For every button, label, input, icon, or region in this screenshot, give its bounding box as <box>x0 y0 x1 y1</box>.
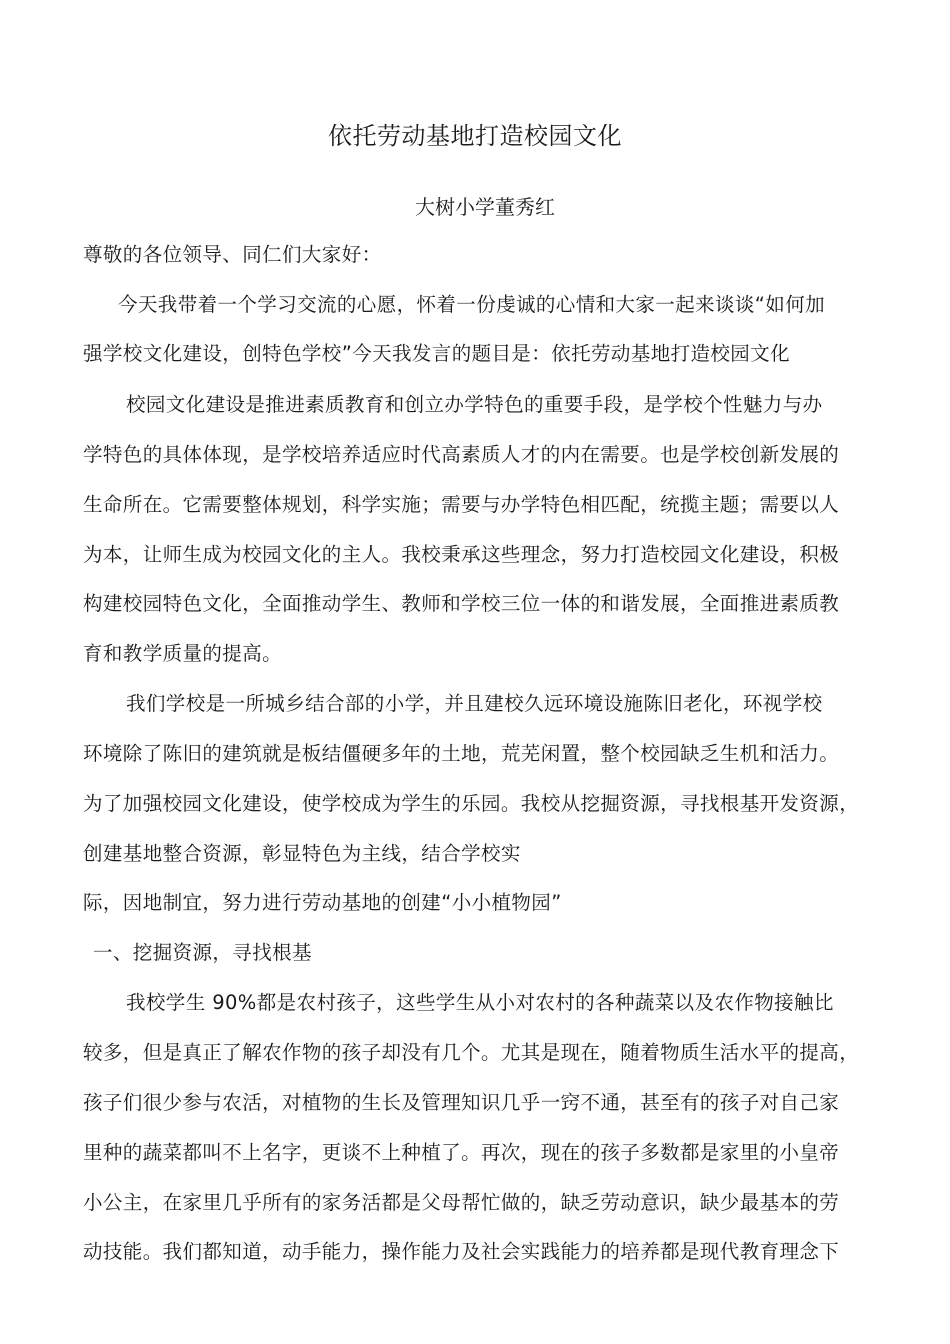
paragraph-line: 际，因地制宜，努力进行劳动基地的创建“小小植物园” <box>83 891 562 914</box>
paragraph-line: 今天我带着一个学习交流的心愿，怀着一份虔诚的心情和大家一起来谈谈“如何加 <box>118 293 826 316</box>
paragraph-line: 生命所在。它需要整体规划，科学实施；需要与办学特色相匹配，统揽主题；需要以人 <box>83 493 840 516</box>
paragraph-line: 构建校园特色文化，全面推动学生、教师和学校三位一体的和谐发展，全面推进素质教 <box>83 592 840 615</box>
paragraph-line: 动技能。我们都知道，动手能力，操作能力及社会实践能力的培养都是现代教育理念下 <box>83 1240 840 1263</box>
paragraph-line: 育和教学质量的提高。 <box>83 642 283 665</box>
paragraph-line: 强学校文化建设，创特色学校”今天我发言的题目是：依托劳动基地打造校园文化 <box>83 342 791 365</box>
paragraph-line: 为本，让师生成为校园文化的主人。我校秉承这些理念，努力打造校园文化建设，积极 <box>83 543 840 566</box>
paragraph-line: 尊敬的各位领导、同仁们大家好： <box>83 243 382 266</box>
paragraph-line: 学特色的具体体现，是学校培养适应时代高素质人才的内在需要。也是学校创新发展的 <box>83 443 840 466</box>
paragraph-line: 里种的蔬菜都叫不上名字，更谈不上种植了。再次，现在的孩子多数都是家里的小皇帝 <box>83 1141 840 1164</box>
paragraph-line: 孩子们很少参与农活，对植物的生长及管理知识几乎一窍不通，甚至有的孩子对自己家 <box>83 1091 840 1114</box>
paragraph-line: 较多，但是真正了解农作物的孩子却没有几个。尤其是现在，随着物质生活水平的提高， <box>83 1041 860 1064</box>
document-author: 大树小学董秀红 <box>415 195 555 219</box>
document-title: 依托劳动基地打造校园文化 <box>328 122 622 150</box>
paragraph-line: 我校学生 90%都是农村孩子，这些学生从小对农村的各种蔬菜以及农作物接触比 <box>126 991 834 1014</box>
paragraph-line: 创建基地整合资源，彰显特色为主线，结合学校实 <box>83 842 521 865</box>
section-heading: 一、挖掘资源，寻找根基 <box>93 941 312 964</box>
paragraph-line: 我们学校是一所城乡结合部的小学，并且建校久远环境设施陈旧老化，环视学校 <box>126 692 823 715</box>
paragraph-line: 为了加强校园文化建设，使学校成为学生的乐园。我校从挖掘资源，寻找根基开发资源， <box>83 792 860 815</box>
paragraph-line: 小公主，在家里几乎所有的家务活都是父母帮忙做的，缺乏劳动意识，缺少最基本的劳 <box>83 1191 840 1214</box>
paragraph-line: 环境除了陈旧的建筑就是板结僵硬多年的土地，荒芜闲置，整个校园缺乏生机和活力。 <box>83 742 840 765</box>
paragraph-line: 校园文化建设是推进素质教育和创立办学特色的重要手段，是学校个性魅力与办 <box>126 393 823 416</box>
